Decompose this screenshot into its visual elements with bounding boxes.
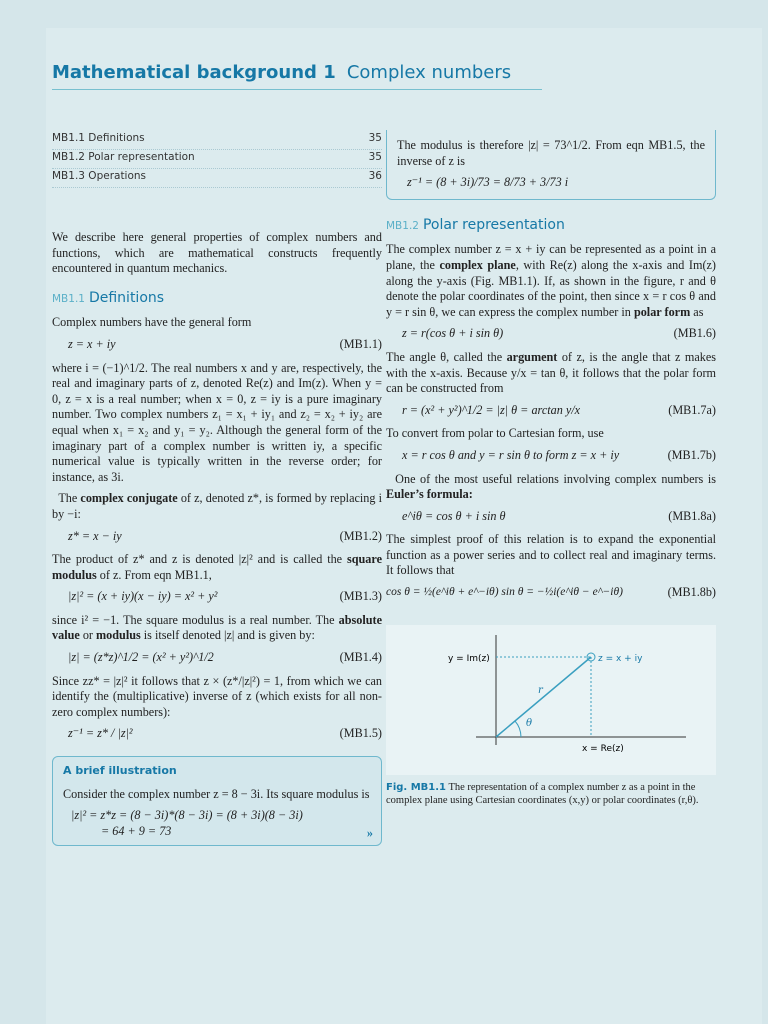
equation-mb1-7a: r = (x² + y²)^1/2 = |z| θ = arctan y/x (MB1.7a) — [402, 402, 716, 417]
figure-mb1-1 — [386, 625, 716, 775]
equation: = 64 + 9 = 73 — [101, 823, 172, 838]
equation-mb1-1: z = x + iy (MB1.1) — [68, 336, 382, 351]
radius-line — [496, 657, 591, 737]
equation-mb1-8b: cos θ = ½(e^iθ + e^−iθ) sin θ = −½i(e^iθ − e^−iθ) (MB1.8b) — [386, 585, 716, 600]
angle-arc — [515, 721, 521, 737]
paragraph: Consider the complex number z = 8 − 3i. Its square modulus is — [63, 786, 370, 801]
y-axis-label: y = Im(z) — [448, 653, 490, 664]
paragraph: where i = (−1)^1/2. The real numbers x and y are, respectively, the real and imaginary parts of z, denoted Re(z) and Im(z). When y = 0, z = x is a real number; when x = 0, z = iy is a pure imaginary number. Two complex numbers z₁ = x₁ + iy₁ and z₂ = x₂ + iy₂ are equal when x₁ = x₂ and y₁ = y₂. Although the general form of the imaginary part of a complex number is written iy, a specific numerical value is typically written in the reverse order; for instance, as 3i. — [52, 360, 382, 484]
title-sub: Complex numbers — [346, 62, 512, 83]
title-main: Mathematical background 1 — [52, 62, 336, 83]
table-of-contents — [52, 132, 382, 189]
toc-item[interactable]: MB1.2 Polar representation 35 — [52, 151, 382, 169]
complex-plane-diagram — [386, 625, 716, 775]
paragraph: since i² = −1. The square modulus is a real number. The absolute value or modulus is itself denoted |z| and is given by: — [52, 612, 382, 643]
brief-illustration-box — [52, 756, 382, 846]
paragraph: The product of z* and z is denoted |z|² and is called the square modulus of z. From eqn MB1.1, — [52, 552, 382, 582]
paragraph: The complex conjugate of z, denoted z*, is formed by replacing i by −i: — [52, 491, 382, 521]
paragraph: The complex number z = x + iy can be represented as a point in a plane, the complex plane, with Re(z) along the x-axis and Im(z) along the y-axis (Fig. MB1.1). If, as shown in the figure, r and θ denote the polar coordinates of the point, then since x = r cos θ and y = r sin θ, we can express the complex number in polar form as — [386, 242, 716, 319]
chapter-title — [52, 62, 542, 90]
continue-arrow-icon[interactable]: » — [366, 825, 373, 840]
paragraph: One of the most useful relations involving complex numbers is Euler’s formula: — [386, 471, 716, 502]
intro-paragraph: We describe here general properties of complex numbers and functions, which are mathematical constructs frequently encountered in quantum mechanics. — [52, 230, 382, 276]
paragraph: The simplest proof of this relation is to expand the exponential function as a power series and to collect real and imaginary terms. It follows that — [386, 532, 716, 578]
equation-mb1-4: |z| = (z*z)^1/2 = (x² + y²)^1/2 (MB1.4) — [68, 650, 382, 665]
paragraph: The angle θ, called the argument of z, is the angle that z makes with the x-axis. Because y/x = tan θ, it follows that the polar form can be constructed from — [386, 349, 716, 396]
right-column — [386, 130, 716, 807]
section-heading-polar: MB1.2 Polar representation — [386, 216, 565, 233]
toc-item[interactable]: MB1.3 Operations 36 — [52, 170, 382, 188]
equation: z⁻¹ = (8 + 3i)/73 = 8/73 + 3/73 i — [407, 175, 569, 190]
equation-mb1-8a: e^iθ = cos θ + i sin θ (MB1.8a) — [402, 508, 716, 523]
toc-item[interactable]: MB1.1 Definitions 35 — [52, 132, 382, 150]
equation-mb1-3: |z|² = (x + iy)(x − iy) = x² + y² (MB1.3) — [68, 589, 382, 604]
equation-mb1-2: z* = x − iy (MB1.2) — [68, 528, 382, 543]
figure-caption: Fig. MB1.1 The representation of a complex number z as a point in the complex plane using Cartesian coordinates (x,y) or polar coordinates (r,θ). — [386, 781, 699, 806]
paragraph: Complex numbers have the general form — [52, 315, 252, 330]
paragraph: Since zz* = |z|² it follows that z × (z*/|z|²) = 1, from which we can identify the (multiplicative) inverse of z (which exists for all non-zero complex numbers): — [52, 673, 382, 719]
section-heading-definitions: MB1.1 Definitions — [52, 289, 165, 306]
left-column — [52, 230, 382, 846]
r-label: r — [538, 684, 543, 696]
box-title: A brief illustration — [63, 764, 177, 778]
point-label: z = x + iy — [598, 653, 643, 664]
equation-mb1-6: z = r(cos θ + i sin θ) (MB1.6) — [402, 326, 716, 341]
equation-mb1-7b: x = r cos θ and y = r sin θ to form z = x + iy (MB1.7b) — [402, 447, 716, 462]
paragraph: The modulus is therefore |z| = 73^1/2. From eqn MB1.5, the inverse of z is — [397, 138, 705, 168]
equation: |z|² = z*z = (8 − 3i)*(8 − 3i) = (8 + 3i)(8 − 3i) — [71, 808, 303, 823]
x-axis-label: x = Re(z) — [582, 743, 624, 754]
brief-illustration-continued — [386, 130, 716, 200]
equation-mb1-5: z⁻¹ = z* / |z|² (MB1.5) — [68, 726, 382, 741]
theta-label: θ — [526, 717, 533, 729]
paragraph: To convert from polar to Cartesian form, use — [386, 426, 604, 441]
